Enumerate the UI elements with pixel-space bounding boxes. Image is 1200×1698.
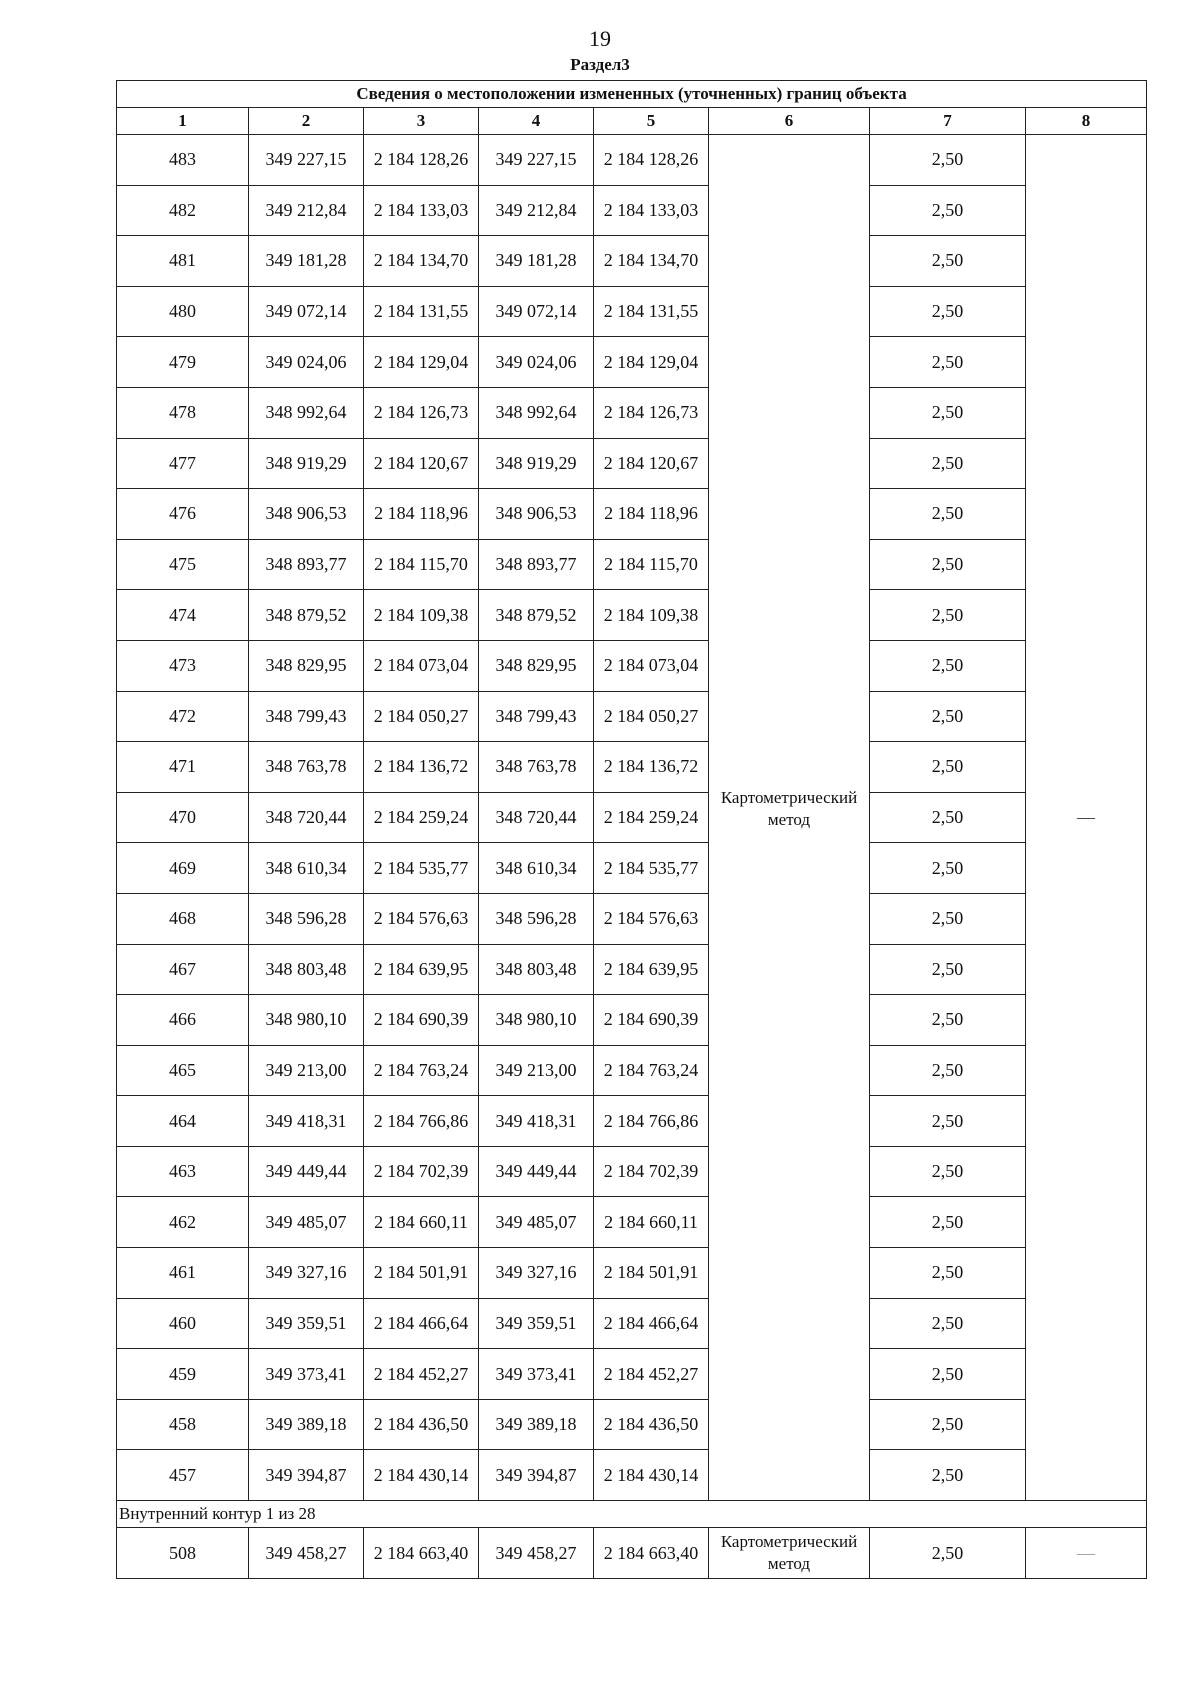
x-existing-cell: 349 072,14: [249, 286, 364, 337]
y-refined-cell: 2 184 702,39: [594, 1146, 709, 1197]
point-number-cell: 460: [117, 1298, 249, 1349]
accuracy-cell: 2,50: [870, 742, 1026, 793]
page-number: 19: [589, 26, 611, 51]
x-refined-cell: 348 799,43: [479, 691, 594, 742]
table-row: [117, 337, 1147, 388]
coordinates-table: [116, 80, 1147, 1579]
point-number-cell: 475: [117, 539, 249, 590]
point-number-cell: 458: [117, 1399, 249, 1450]
y-existing-cell: 2 184 134,70: [364, 236, 479, 287]
table-row: [117, 236, 1147, 287]
table-row: [117, 1146, 1147, 1197]
table-body: [117, 135, 1147, 1501]
y-refined-cell: 2 184 660,11: [594, 1197, 709, 1248]
table-row: [117, 1096, 1147, 1147]
column-number: 5: [594, 108, 709, 135]
y-refined-cell: 2 184 134,70: [594, 236, 709, 287]
x-existing-cell: 348 879,52: [249, 590, 364, 641]
accuracy-cell: 2,50: [870, 236, 1026, 287]
point-number-cell: 477: [117, 438, 249, 489]
x-refined-cell: 349 418,31: [479, 1096, 594, 1147]
y-refined-cell: 2 184 115,70: [594, 539, 709, 590]
x-refined-cell: 349 458,27: [479, 1528, 594, 1579]
x-existing-cell: 348 992,64: [249, 387, 364, 438]
accuracy-cell: 2,50: [870, 995, 1026, 1046]
y-refined-cell: 2 184 766,86: [594, 1096, 709, 1147]
x-refined-cell: 348 610,34: [479, 843, 594, 894]
x-refined-cell: 349 213,00: [479, 1045, 594, 1096]
table-row: [117, 893, 1147, 944]
table-row: [117, 1045, 1147, 1096]
table-row: [117, 1528, 1147, 1579]
x-refined-cell: 348 763,78: [479, 742, 594, 793]
point-number-cell: 481: [117, 236, 249, 287]
point-number-cell: 476: [117, 489, 249, 540]
y-refined-cell: 2 184 452,27: [594, 1349, 709, 1400]
column-number: 8: [1026, 108, 1147, 135]
x-existing-cell: 349 359,51: [249, 1298, 364, 1349]
y-refined-cell: 2 184 129,04: [594, 337, 709, 388]
x-refined-cell: 349 359,51: [479, 1298, 594, 1349]
table-row: [117, 792, 1147, 843]
x-existing-cell: 349 418,31: [249, 1096, 364, 1147]
y-refined-cell: 2 184 259,24: [594, 792, 709, 843]
y-existing-cell: 2 184 576,63: [364, 893, 479, 944]
y-existing-cell: 2 184 118,96: [364, 489, 479, 540]
table-row: [117, 995, 1147, 1046]
y-refined-cell: 2 184 663,40: [594, 1528, 709, 1579]
table-row: [117, 1248, 1147, 1299]
x-existing-cell: 349 373,41: [249, 1349, 364, 1400]
point-number-cell: 474: [117, 590, 249, 641]
column-number-row: [117, 108, 1147, 135]
table-row: [117, 489, 1147, 540]
accuracy-cell: 2,50: [870, 387, 1026, 438]
x-refined-cell: 349 449,44: [479, 1146, 594, 1197]
x-existing-cell: 349 485,07: [249, 1197, 364, 1248]
point-number-cell: 483: [117, 135, 249, 186]
method-cell: Картометрический метод: [709, 135, 870, 1501]
y-existing-cell: 2 184 690,39: [364, 995, 479, 1046]
x-refined-cell: 348 720,44: [479, 792, 594, 843]
accuracy-cell: 2,50: [870, 1045, 1026, 1096]
y-refined-cell: 2 184 050,27: [594, 691, 709, 742]
point-number-cell: 459: [117, 1349, 249, 1400]
point-number-cell: 482: [117, 185, 249, 236]
table-row: [117, 944, 1147, 995]
accuracy-cell: 2,50: [870, 1399, 1026, 1450]
accuracy-cell: 2,50: [870, 691, 1026, 742]
y-existing-cell: 2 184 663,40: [364, 1528, 479, 1579]
y-refined-cell: 2 184 128,26: [594, 135, 709, 186]
point-number-cell: 473: [117, 640, 249, 691]
point-number-cell: 465: [117, 1045, 249, 1096]
x-existing-cell: 348 803,48: [249, 944, 364, 995]
section-title: Раздел3: [570, 55, 630, 74]
y-existing-cell: 2 184 050,27: [364, 691, 479, 742]
y-existing-cell: 2 184 126,73: [364, 387, 479, 438]
x-existing-cell: 349 212,84: [249, 185, 364, 236]
y-existing-cell: 2 184 436,50: [364, 1399, 479, 1450]
y-refined-cell: 2 184 136,72: [594, 742, 709, 793]
column8-cell: —: [1026, 1528, 1147, 1579]
point-number-cell: 508: [117, 1528, 249, 1579]
y-refined-cell: 2 184 501,91: [594, 1248, 709, 1299]
x-refined-cell: 348 829,95: [479, 640, 594, 691]
x-existing-cell: 348 720,44: [249, 792, 364, 843]
x-refined-cell: 348 596,28: [479, 893, 594, 944]
table-row: [117, 1450, 1147, 1501]
y-existing-cell: 2 184 466,64: [364, 1298, 479, 1349]
accuracy-cell: 2,50: [870, 539, 1026, 590]
x-existing-cell: 348 763,78: [249, 742, 364, 793]
x-refined-cell: 349 394,87: [479, 1450, 594, 1501]
point-number-cell: 461: [117, 1248, 249, 1299]
x-refined-cell: 349 227,15: [479, 135, 594, 186]
y-refined-cell: 2 184 120,67: [594, 438, 709, 489]
accuracy-cell: 2,50: [870, 843, 1026, 894]
x-refined-cell: 348 906,53: [479, 489, 594, 540]
column-number: 1: [117, 108, 249, 135]
accuracy-cell: 2,50: [870, 438, 1026, 489]
point-number-cell: 479: [117, 337, 249, 388]
accuracy-cell: 2,50: [870, 1450, 1026, 1501]
x-existing-cell: 349 458,27: [249, 1528, 364, 1579]
x-existing-cell: 349 394,87: [249, 1450, 364, 1501]
table-row: [117, 1399, 1147, 1450]
x-refined-cell: 349 389,18: [479, 1399, 594, 1450]
table-row: [117, 640, 1147, 691]
y-existing-cell: 2 184 702,39: [364, 1146, 479, 1197]
x-refined-cell: 348 803,48: [479, 944, 594, 995]
accuracy-cell: 2,50: [870, 337, 1026, 388]
accuracy-cell: 2,50: [870, 792, 1026, 843]
y-existing-cell: 2 184 133,03: [364, 185, 479, 236]
table-row: [117, 1349, 1147, 1400]
table-row: [117, 590, 1147, 641]
y-existing-cell: 2 184 639,95: [364, 944, 479, 995]
y-existing-cell: 2 184 115,70: [364, 539, 479, 590]
y-existing-cell: 2 184 128,26: [364, 135, 479, 186]
x-refined-cell: 348 879,52: [479, 590, 594, 641]
y-existing-cell: 2 184 129,04: [364, 337, 479, 388]
x-existing-cell: 349 181,28: [249, 236, 364, 287]
column-number: 7: [870, 108, 1026, 135]
table-row: [117, 286, 1147, 337]
accuracy-cell: 2,50: [870, 1528, 1026, 1579]
point-number-cell: 472: [117, 691, 249, 742]
y-refined-cell: 2 184 073,04: [594, 640, 709, 691]
y-existing-cell: 2 184 073,04: [364, 640, 479, 691]
column-number: 6: [709, 108, 870, 135]
y-existing-cell: 2 184 766,86: [364, 1096, 479, 1147]
y-existing-cell: 2 184 763,24: [364, 1045, 479, 1096]
accuracy-cell: 2,50: [870, 1197, 1026, 1248]
y-existing-cell: 2 184 259,24: [364, 792, 479, 843]
point-number-cell: 464: [117, 1096, 249, 1147]
table-row: [117, 1197, 1147, 1248]
y-refined-cell: 2 184 109,38: [594, 590, 709, 641]
x-refined-cell: 349 373,41: [479, 1349, 594, 1400]
x-refined-cell: 349 212,84: [479, 185, 594, 236]
y-refined-cell: 2 184 118,96: [594, 489, 709, 540]
table-row: [117, 691, 1147, 742]
accuracy-cell: 2,50: [870, 1349, 1026, 1400]
table-row: [117, 742, 1147, 793]
x-refined-cell: 348 919,29: [479, 438, 594, 489]
accuracy-cell: 2,50: [870, 1298, 1026, 1349]
inner-contour-section: [117, 1501, 1147, 1579]
y-existing-cell: 2 184 430,14: [364, 1450, 479, 1501]
accuracy-cell: 2,50: [870, 185, 1026, 236]
x-refined-cell: 349 485,07: [479, 1197, 594, 1248]
x-existing-cell: 349 327,16: [249, 1248, 364, 1299]
point-number-cell: 466: [117, 995, 249, 1046]
x-existing-cell: 349 227,15: [249, 135, 364, 186]
y-refined-cell: 2 184 576,63: [594, 893, 709, 944]
y-refined-cell: 2 184 535,77: [594, 843, 709, 894]
y-existing-cell: 2 184 109,38: [364, 590, 479, 641]
accuracy-cell: 2,50: [870, 640, 1026, 691]
column8-cell: —: [1026, 135, 1147, 1501]
x-existing-cell: 348 799,43: [249, 691, 364, 742]
inner-contour-label: Внутренний контур 1 из 28: [117, 1501, 1147, 1528]
x-existing-cell: 348 829,95: [249, 640, 364, 691]
table-row: [117, 185, 1147, 236]
y-existing-cell: 2 184 660,11: [364, 1197, 479, 1248]
table-row: [117, 539, 1147, 590]
x-refined-cell: 349 181,28: [479, 236, 594, 287]
table-row: [117, 135, 1147, 186]
x-refined-cell: 348 992,64: [479, 387, 594, 438]
y-existing-cell: 2 184 501,91: [364, 1248, 479, 1299]
point-number-cell: 468: [117, 893, 249, 944]
point-number-cell: 462: [117, 1197, 249, 1248]
point-number-cell: 480: [117, 286, 249, 337]
y-refined-cell: 2 184 690,39: [594, 995, 709, 1046]
table-row: [117, 387, 1147, 438]
y-refined-cell: 2 184 131,55: [594, 286, 709, 337]
y-refined-cell: 2 184 436,50: [594, 1399, 709, 1450]
table-row: [117, 438, 1147, 489]
accuracy-cell: 2,50: [870, 590, 1026, 641]
point-number-cell: 457: [117, 1450, 249, 1501]
y-refined-cell: 2 184 466,64: [594, 1298, 709, 1349]
point-number-cell: 470: [117, 792, 249, 843]
column-number: 2: [249, 108, 364, 135]
y-existing-cell: 2 184 136,72: [364, 742, 479, 793]
point-number-cell: 469: [117, 843, 249, 894]
x-existing-cell: 349 389,18: [249, 1399, 364, 1450]
column-number: 3: [364, 108, 479, 135]
x-existing-cell: 349 213,00: [249, 1045, 364, 1096]
x-existing-cell: 349 024,06: [249, 337, 364, 388]
accuracy-cell: 2,50: [870, 489, 1026, 540]
y-existing-cell: 2 184 535,77: [364, 843, 479, 894]
x-existing-cell: 348 906,53: [249, 489, 364, 540]
table-caption: Сведения о местоположении измененных (уточненных) границ объекта: [117, 81, 1147, 108]
y-existing-cell: 2 184 131,55: [364, 286, 479, 337]
point-number-cell: 463: [117, 1146, 249, 1197]
accuracy-cell: 2,50: [870, 1096, 1026, 1147]
x-refined-cell: 348 893,77: [479, 539, 594, 590]
x-existing-cell: 348 893,77: [249, 539, 364, 590]
table-row: [117, 843, 1147, 894]
x-refined-cell: 349 327,16: [479, 1248, 594, 1299]
y-existing-cell: 2 184 120,67: [364, 438, 479, 489]
y-existing-cell: 2 184 452,27: [364, 1349, 479, 1400]
x-existing-cell: 348 610,34: [249, 843, 364, 894]
column-number: 4: [479, 108, 594, 135]
y-refined-cell: 2 184 430,14: [594, 1450, 709, 1501]
accuracy-cell: 2,50: [870, 1248, 1026, 1299]
x-existing-cell: 349 449,44: [249, 1146, 364, 1197]
accuracy-cell: 2,50: [870, 893, 1026, 944]
x-refined-cell: 349 024,06: [479, 337, 594, 388]
point-number-cell: 478: [117, 387, 249, 438]
x-existing-cell: 348 919,29: [249, 438, 364, 489]
point-number-cell: 471: [117, 742, 249, 793]
x-refined-cell: 348 980,10: [479, 995, 594, 1046]
y-refined-cell: 2 184 126,73: [594, 387, 709, 438]
x-existing-cell: 348 596,28: [249, 893, 364, 944]
y-refined-cell: 2 184 133,03: [594, 185, 709, 236]
x-existing-cell: 348 980,10: [249, 995, 364, 1046]
y-refined-cell: 2 184 763,24: [594, 1045, 709, 1096]
y-refined-cell: 2 184 639,95: [594, 944, 709, 995]
accuracy-cell: 2,50: [870, 944, 1026, 995]
method-cell: Картометрический метод: [709, 1528, 870, 1579]
x-refined-cell: 349 072,14: [479, 286, 594, 337]
accuracy-cell: 2,50: [870, 135, 1026, 186]
accuracy-cell: 2,50: [870, 1146, 1026, 1197]
accuracy-cell: 2,50: [870, 286, 1026, 337]
point-number-cell: 467: [117, 944, 249, 995]
table-row: [117, 1298, 1147, 1349]
